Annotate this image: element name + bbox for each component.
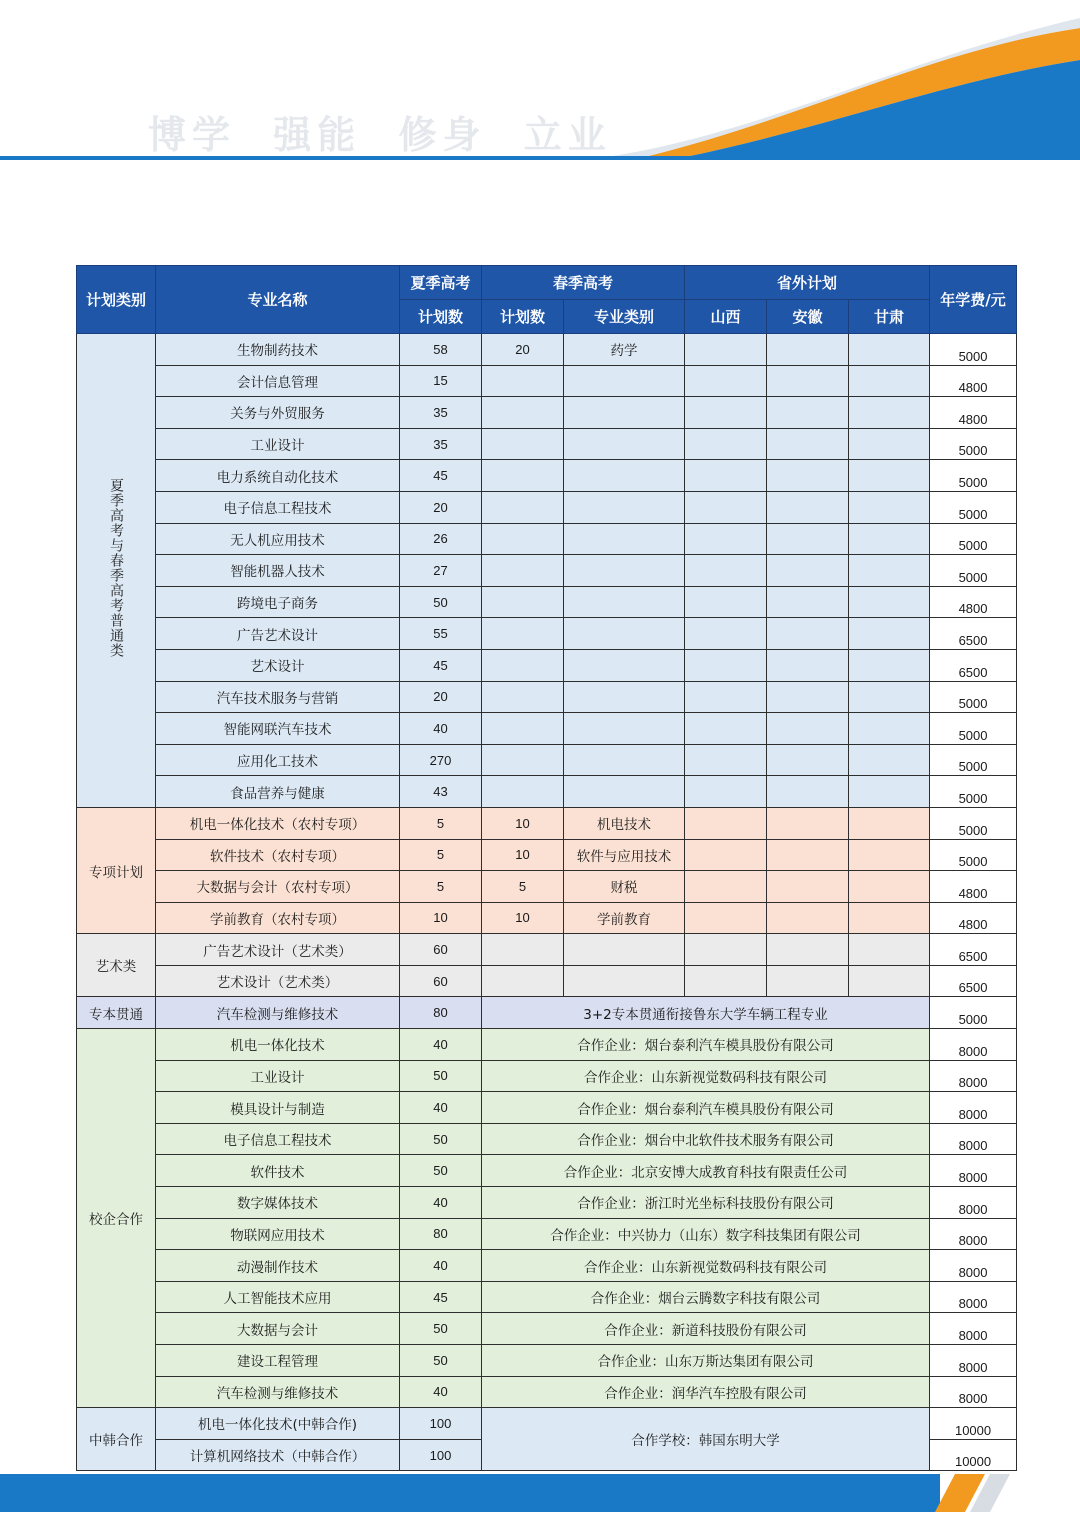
- summer-plan-cell: 55: [400, 618, 482, 650]
- gansu-cell: [849, 744, 930, 776]
- table-row: [77, 713, 1017, 745]
- spring-plan-cell: [482, 934, 564, 966]
- category-label: 夏季高考与春季高考普通类: [108, 478, 124, 659]
- major-cell: 艺术设计: [156, 649, 400, 681]
- header-anhui: 安徽: [767, 300, 849, 334]
- fee-cell: 6500: [930, 618, 1017, 650]
- table-row: [77, 965, 1017, 997]
- table-row: [77, 1029, 1017, 1061]
- summer-plan-cell: 40: [400, 1250, 482, 1282]
- fee-cell: 8000: [930, 1060, 1017, 1092]
- shanxi-cell: [685, 523, 767, 555]
- shanxi-cell: [685, 681, 767, 713]
- fee-cell: 10000: [930, 1408, 1017, 1440]
- header-spring-count: 计划数: [482, 300, 564, 334]
- anhui-cell: [767, 934, 849, 966]
- fee-cell: 6500: [930, 965, 1017, 997]
- major-cell: 大数据与会计: [156, 1313, 400, 1345]
- fee-cell: 8000: [930, 1313, 1017, 1345]
- summer-plan-cell: 45: [400, 1281, 482, 1313]
- shanxi-cell: [685, 744, 767, 776]
- table-row: [77, 1123, 1017, 1155]
- major-cell: 广告艺术设计（艺术类）: [156, 934, 400, 966]
- spring-plan-cell: [482, 776, 564, 808]
- fee-cell: 4800: [930, 397, 1017, 429]
- table-row: [77, 334, 1017, 366]
- summer-plan-cell: 45: [400, 460, 482, 492]
- spring-type-cell: [564, 428, 685, 460]
- major-cell: 智能机器人技术: [156, 555, 400, 587]
- anhui-cell: [767, 649, 849, 681]
- major-cell: 计算机网络技术（中韩合作）: [156, 1439, 400, 1471]
- remark-cell: 合作企业：烟台中北软件技术服务有限公司: [482, 1123, 930, 1155]
- summer-plan-cell: 50: [400, 1313, 482, 1345]
- fee-cell: 5000: [930, 997, 1017, 1029]
- shanxi-cell: [685, 428, 767, 460]
- slogan-word: 修身: [398, 113, 487, 157]
- major-cell: 软件技术: [156, 1155, 400, 1187]
- summer-plan-cell: 50: [400, 1123, 482, 1155]
- summer-plan-cell: 270: [400, 744, 482, 776]
- spring-type-cell: [564, 586, 685, 618]
- spring-plan-cell: [482, 523, 564, 555]
- gansu-cell: [849, 397, 930, 429]
- table-row: [77, 839, 1017, 871]
- major-cell: 智能网联汽车技术: [156, 713, 400, 745]
- major-cell: 食品营养与健康: [156, 776, 400, 808]
- category-cell: 专本贯通: [77, 997, 156, 1029]
- remark-cell: 合作企业：北京安博大成教育科技有限责任公司: [482, 1155, 930, 1187]
- anhui-cell: [767, 965, 849, 997]
- spring-type-cell: [564, 649, 685, 681]
- table-row: [77, 902, 1017, 934]
- anhui-cell: [767, 902, 849, 934]
- summer-plan-cell: 50: [400, 586, 482, 618]
- table-row: [77, 649, 1017, 681]
- summer-plan-cell: 10: [400, 902, 482, 934]
- table-row: [77, 618, 1017, 650]
- spring-plan-cell: [482, 744, 564, 776]
- header-gansu: 甘肃: [849, 300, 930, 334]
- header-fee: 年学费/元: [930, 266, 1017, 334]
- major-cell: 电子信息工程技术: [156, 491, 400, 523]
- summer-plan-cell: 40: [400, 713, 482, 745]
- table-row: [77, 428, 1017, 460]
- anhui-cell: [767, 365, 849, 397]
- fee-cell: 5000: [930, 807, 1017, 839]
- anhui-cell: [767, 586, 849, 618]
- summer-plan-cell: 20: [400, 491, 482, 523]
- gansu-cell: [849, 618, 930, 650]
- major-cell: 广告艺术设计: [156, 618, 400, 650]
- anhui-cell: [767, 681, 849, 713]
- fee-cell: 8000: [930, 1376, 1017, 1408]
- major-cell: 建设工程管理: [156, 1345, 400, 1377]
- remark-cell: 合作企业：山东万斯达集团有限公司: [482, 1345, 930, 1377]
- table-row: [77, 1345, 1017, 1377]
- remark-cell: 合作企业：新道科技股份有限公司: [482, 1313, 930, 1345]
- spring-type-cell: 学前教育: [564, 902, 685, 934]
- major-cell: 电子信息工程技术: [156, 1123, 400, 1155]
- slogan-word: 强能: [273, 113, 362, 157]
- remark-cell: 合作企业：润华汽车控股有限公司: [482, 1376, 930, 1408]
- header-category: 计划类别: [77, 266, 156, 334]
- remark-cell: 合作企业：中兴协力（山东）数字科技集团有限公司: [482, 1218, 930, 1250]
- slogan-word: 博学: [148, 113, 237, 157]
- remark-cell: 合作企业：烟台云腾数字科技有限公司: [482, 1281, 930, 1313]
- spring-type-cell: [564, 460, 685, 492]
- anhui-cell: [767, 807, 849, 839]
- summer-plan-cell: 26: [400, 523, 482, 555]
- gansu-cell: [849, 807, 930, 839]
- remark-cell: 合作企业：山东新视觉数码科技有限公司: [482, 1060, 930, 1092]
- footer-blue-band: [0, 1474, 940, 1512]
- remark-cell: 合作学校：韩国东明大学: [482, 1408, 930, 1471]
- fee-cell: 8000: [930, 1155, 1017, 1187]
- fee-cell: 10000: [930, 1439, 1017, 1471]
- table-row: [77, 1187, 1017, 1219]
- summer-plan-cell: 50: [400, 1155, 482, 1187]
- shanxi-cell: [685, 934, 767, 966]
- spring-type-cell: [564, 965, 685, 997]
- spring-type-cell: [564, 934, 685, 966]
- spring-type-cell: [564, 365, 685, 397]
- summer-plan-cell: 40: [400, 1187, 482, 1219]
- gansu-cell: [849, 713, 930, 745]
- gansu-cell: [849, 839, 930, 871]
- spring-type-cell: [564, 523, 685, 555]
- summer-plan-cell: 35: [400, 397, 482, 429]
- table-row: [77, 1376, 1017, 1408]
- spring-plan-cell: [482, 618, 564, 650]
- table-row: [77, 491, 1017, 523]
- gansu-cell: [849, 365, 930, 397]
- spring-plan-cell: 20: [482, 334, 564, 366]
- anhui-cell: [767, 776, 849, 808]
- spring-plan-cell: [482, 428, 564, 460]
- gansu-cell: [849, 555, 930, 587]
- summer-plan-cell: 5: [400, 839, 482, 871]
- fee-cell: 4800: [930, 365, 1017, 397]
- spring-plan-cell: [482, 713, 564, 745]
- shanxi-cell: [685, 555, 767, 587]
- major-cell: 物联网应用技术: [156, 1218, 400, 1250]
- major-cell: 大数据与会计（农村专项）: [156, 871, 400, 903]
- header-shanxi: 山西: [685, 300, 767, 334]
- table-row: [77, 460, 1017, 492]
- fee-cell: 4800: [930, 586, 1017, 618]
- gansu-cell: [849, 902, 930, 934]
- fee-cell: 5000: [930, 460, 1017, 492]
- table-row: [77, 1092, 1017, 1124]
- shanxi-cell: [685, 397, 767, 429]
- header-spring: 春季高考: [482, 266, 685, 300]
- major-cell: 汽车技术服务与营销: [156, 681, 400, 713]
- table-row: [77, 523, 1017, 555]
- anhui-cell: [767, 428, 849, 460]
- table-row: [77, 1313, 1017, 1345]
- anhui-cell: [767, 523, 849, 555]
- shanxi-cell: [685, 839, 767, 871]
- shanxi-cell: [685, 776, 767, 808]
- shanxi-cell: [685, 902, 767, 934]
- category-cell: 艺术类: [77, 934, 156, 997]
- fee-cell: 5000: [930, 713, 1017, 745]
- fee-cell: 8000: [930, 1345, 1017, 1377]
- table-row: [77, 1250, 1017, 1282]
- summer-plan-cell: 35: [400, 428, 482, 460]
- fee-cell: 8000: [930, 1187, 1017, 1219]
- major-cell: 汽车检测与维修技术: [156, 1376, 400, 1408]
- remark-cell: 合作企业：烟台泰利汽车模具股份有限公司: [482, 1092, 930, 1124]
- header-plan-count: 计划数: [400, 300, 482, 334]
- spring-type-cell: [564, 776, 685, 808]
- shanxi-cell: [685, 460, 767, 492]
- table-row: [77, 776, 1017, 808]
- remark-cell: 合作企业：烟台泰利汽车模具股份有限公司: [482, 1029, 930, 1061]
- summer-plan-cell: 5: [400, 871, 482, 903]
- major-cell: 机电一体化技术: [156, 1029, 400, 1061]
- fee-cell: 5000: [930, 491, 1017, 523]
- major-cell: 关务与外贸服务: [156, 397, 400, 429]
- shanxi-cell: [685, 649, 767, 681]
- table-row: [77, 871, 1017, 903]
- fee-cell: 5000: [930, 334, 1017, 366]
- table-row: [77, 586, 1017, 618]
- gansu-cell: [849, 871, 930, 903]
- slogan: [148, 104, 630, 159]
- shanxi-cell: [685, 334, 767, 366]
- major-cell: 汽车检测与维修技术: [156, 997, 400, 1029]
- major-cell: 数字媒体技术: [156, 1187, 400, 1219]
- anhui-cell: [767, 618, 849, 650]
- summer-plan-cell: 60: [400, 965, 482, 997]
- gansu-cell: [849, 491, 930, 523]
- gansu-cell: [849, 523, 930, 555]
- major-cell: 跨境电子商务: [156, 586, 400, 618]
- major-cell: 学前教育（农村专项）: [156, 902, 400, 934]
- anhui-cell: [767, 491, 849, 523]
- summer-plan-cell: 27: [400, 555, 482, 587]
- fee-cell: 8000: [930, 1250, 1017, 1282]
- spring-plan-cell: [482, 397, 564, 429]
- fee-cell: 8000: [930, 1029, 1017, 1061]
- table-body: [77, 334, 1017, 1471]
- anhui-cell: [767, 744, 849, 776]
- major-cell: 艺术设计（艺术类）: [156, 965, 400, 997]
- major-cell: 生物制药技术: [156, 334, 400, 366]
- shanxi-cell: [685, 871, 767, 903]
- summer-plan-cell: 40: [400, 1029, 482, 1061]
- summer-plan-cell: 80: [400, 1218, 482, 1250]
- shanxi-cell: [685, 491, 767, 523]
- anhui-cell: [767, 839, 849, 871]
- table-row: [77, 1155, 1017, 1187]
- fee-cell: 4800: [930, 871, 1017, 903]
- header-outside: 省外计划: [685, 266, 930, 300]
- fee-cell: 5000: [930, 839, 1017, 871]
- summer-plan-cell: 80: [400, 997, 482, 1029]
- table-row: [77, 365, 1017, 397]
- shanxi-cell: [685, 713, 767, 745]
- table-row: [77, 1408, 1017, 1440]
- summer-plan-cell: 50: [400, 1345, 482, 1377]
- fee-cell: 6500: [930, 649, 1017, 681]
- major-cell: 模具设计与制造: [156, 1092, 400, 1124]
- shanxi-cell: [685, 807, 767, 839]
- fee-cell: 4800: [930, 902, 1017, 934]
- spring-plan-cell: [482, 681, 564, 713]
- table-row: [77, 934, 1017, 966]
- major-cell: 会计信息管理: [156, 365, 400, 397]
- gansu-cell: [849, 586, 930, 618]
- spring-plan-cell: [482, 365, 564, 397]
- remark-cell: 合作企业：山东新视觉数码科技有限公司: [482, 1250, 930, 1282]
- table-row: [77, 744, 1017, 776]
- spring-plan-cell: 10: [482, 839, 564, 871]
- fee-cell: 5000: [930, 555, 1017, 587]
- spring-plan-cell: [482, 586, 564, 618]
- shanxi-cell: [685, 586, 767, 618]
- spring-type-cell: [564, 744, 685, 776]
- gansu-cell: [849, 681, 930, 713]
- anhui-cell: [767, 713, 849, 745]
- fee-cell: 5000: [930, 681, 1017, 713]
- summer-plan-cell: 15: [400, 365, 482, 397]
- spring-plan-cell: 5: [482, 871, 564, 903]
- fee-cell: 5000: [930, 428, 1017, 460]
- shanxi-cell: [685, 365, 767, 397]
- gansu-cell: [849, 460, 930, 492]
- major-cell: 人工智能技术应用: [156, 1281, 400, 1313]
- summer-plan-cell: 40: [400, 1376, 482, 1408]
- gansu-cell: [849, 334, 930, 366]
- summer-plan-cell: 5: [400, 807, 482, 839]
- summer-plan-cell: 43: [400, 776, 482, 808]
- fee-cell: 8000: [930, 1123, 1017, 1155]
- spring-plan-cell: 10: [482, 807, 564, 839]
- shanxi-cell: [685, 618, 767, 650]
- summer-plan-cell: 50: [400, 1060, 482, 1092]
- fee-cell: 5000: [930, 523, 1017, 555]
- spring-plan-cell: [482, 649, 564, 681]
- shanxi-cell: [685, 965, 767, 997]
- table-row: [77, 997, 1017, 1029]
- fee-cell: 5000: [930, 776, 1017, 808]
- fee-cell: 8000: [930, 1092, 1017, 1124]
- summer-plan-cell: 40: [400, 1092, 482, 1124]
- table-row: [77, 681, 1017, 713]
- spring-plan-cell: [482, 491, 564, 523]
- spring-plan-cell: [482, 965, 564, 997]
- spring-type-cell: 软件与应用技术: [564, 839, 685, 871]
- header-spring-type: 专业类别: [564, 300, 685, 334]
- spring-plan-cell: [482, 460, 564, 492]
- spring-type-cell: 药学: [564, 334, 685, 366]
- category-cell: 中韩合作: [77, 1408, 156, 1471]
- anhui-cell: [767, 334, 849, 366]
- footer-band: [0, 1470, 1080, 1526]
- table-row: [77, 1281, 1017, 1313]
- anhui-cell: [767, 871, 849, 903]
- gansu-cell: [849, 776, 930, 808]
- table-row: [77, 1218, 1017, 1250]
- summer-plan-cell: 60: [400, 934, 482, 966]
- major-cell: 机电一体化技术（农村专项）: [156, 807, 400, 839]
- gansu-cell: [849, 934, 930, 966]
- header-summer: 夏季高考: [400, 266, 482, 300]
- spring-type-cell: 财税: [564, 871, 685, 903]
- gansu-cell: [849, 649, 930, 681]
- major-cell: 机电一体化技术(中韩合作): [156, 1408, 400, 1440]
- summer-plan-cell: 100: [400, 1408, 482, 1440]
- major-cell: 电力系统自动化技术: [156, 460, 400, 492]
- category-cell: [77, 334, 156, 808]
- anhui-cell: [767, 397, 849, 429]
- gansu-cell: [849, 428, 930, 460]
- summer-plan-cell: 20: [400, 681, 482, 713]
- major-cell: 软件技术（农村专项）: [156, 839, 400, 871]
- major-cell: 应用化工技术: [156, 744, 400, 776]
- spring-plan-cell: [482, 555, 564, 587]
- gansu-cell: [849, 965, 930, 997]
- remark-cell: 合作企业：浙江时光坐标科技股份有限公司: [482, 1187, 930, 1219]
- fee-cell: 8000: [930, 1218, 1017, 1250]
- spring-type-cell: [564, 397, 685, 429]
- spring-type-cell: [564, 713, 685, 745]
- spring-type-cell: [564, 555, 685, 587]
- summer-plan-cell: 58: [400, 334, 482, 366]
- table-row: [77, 807, 1017, 839]
- spring-type-cell: 机电技术: [564, 807, 685, 839]
- anhui-cell: [767, 555, 849, 587]
- table-row: [77, 1060, 1017, 1092]
- enrollment-plan-table: [76, 265, 1017, 1471]
- spring-type-cell: [564, 491, 685, 523]
- anhui-cell: [767, 460, 849, 492]
- spring-type-cell: [564, 618, 685, 650]
- fee-cell: 5000: [930, 744, 1017, 776]
- remark-cell: 3+2专本贯通衔接鲁东大学车辆工程专业: [482, 997, 930, 1029]
- category-cell: 专项计划: [77, 807, 156, 933]
- header-major: 专业名称: [156, 266, 400, 334]
- table-row: [77, 555, 1017, 587]
- fee-cell: 8000: [930, 1281, 1017, 1313]
- major-cell: 动漫制作技术: [156, 1250, 400, 1282]
- slogan-word: 立业: [523, 113, 612, 157]
- fee-cell: 6500: [930, 934, 1017, 966]
- category-cell: 校企合作: [77, 1029, 156, 1408]
- spring-plan-cell: 10: [482, 902, 564, 934]
- major-cell: 工业设计: [156, 428, 400, 460]
- summer-plan-cell: 100: [400, 1439, 482, 1471]
- spring-type-cell: [564, 681, 685, 713]
- major-cell: 工业设计: [156, 1060, 400, 1092]
- major-cell: 无人机应用技术: [156, 523, 400, 555]
- summer-plan-cell: 45: [400, 649, 482, 681]
- table-row: [77, 397, 1017, 429]
